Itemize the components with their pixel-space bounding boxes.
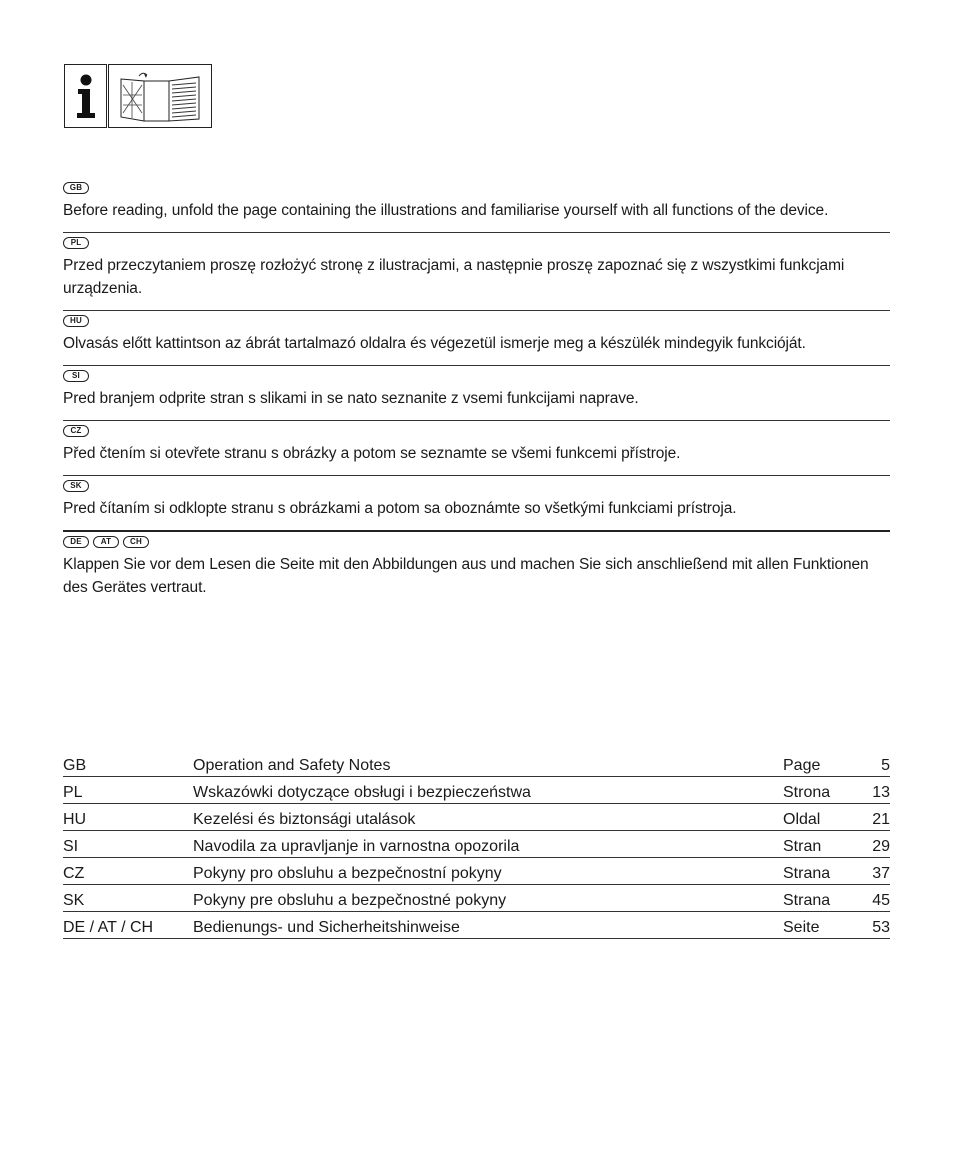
toc-row[interactable]: [63, 831, 890, 858]
toc-country-code: DE / AT / CH: [63, 912, 193, 939]
toc-page-number: 37: [863, 858, 890, 885]
toc-page-label: Strana: [783, 858, 863, 885]
toc-country-code: SI: [63, 831, 193, 858]
country-badges: [63, 180, 890, 196]
toc-page-label: Page: [783, 750, 863, 777]
note-text: Pred branjem odprite stran s slikami in se nato seznanite z vsemi funkcijami naprave.: [63, 390, 639, 407]
country-badges: [63, 235, 890, 251]
country-badge: CH: [123, 536, 149, 548]
toc-row[interactable]: [63, 912, 890, 939]
toc-row[interactable]: [63, 804, 890, 831]
note-gb: [63, 178, 890, 233]
toc-title: Navodila za upravljanje in varnostna opozorila: [193, 831, 783, 858]
toc-title: Wskazówki dotyczące obsługi i bezpieczeństwa: [193, 777, 783, 804]
toc-title: Pokyny pro obsluhu a bezpečnostní pokyny: [193, 858, 783, 885]
country-badge: SI: [63, 370, 89, 382]
toc-page-label: Stran: [783, 831, 863, 858]
note-text: Klappen Sie vor dem Lesen die Seite mit den Abbildungen aus und machen Sie sich anschließend mit allen Funktionen des Gerätes vertraut.: [63, 556, 869, 596]
toc-row[interactable]: [63, 885, 890, 912]
toc-row[interactable]: [63, 777, 890, 804]
country-badge: SK: [63, 480, 89, 492]
country-badges: [63, 534, 890, 550]
note-sk: [63, 476, 890, 532]
toc-country-code: HU: [63, 804, 193, 831]
toc-title: Pokyny pre obsluhu a bezpečnostné pokyny: [193, 885, 783, 912]
note-hu: [63, 311, 890, 366]
note-de-at-ch: [63, 532, 890, 599]
country-badges: [63, 368, 890, 384]
note-text: Pred čítaním si odklopte stranu s obrázkami a potom sa oboznámte so všetkými funkciami prístroja.: [63, 500, 737, 517]
toc-page-number: 5: [863, 750, 890, 777]
note-text: Before reading, unfold the page containing the illustrations and familiarise yourself with all functions of the device.: [63, 202, 829, 219]
toc-country-code: PL: [63, 777, 193, 804]
note-si: [63, 366, 890, 421]
country-badge: CZ: [63, 425, 89, 437]
note-text: Olvasás előtt kattintson az ábrát tartalmazó oldalra és végezetül ismerje meg a készülék mindegyik funkcióját.: [63, 335, 806, 352]
toc-title: Bedienungs- und Sicherheitshinweise: [193, 912, 783, 939]
unfold-notes: [63, 178, 890, 609]
toc-country-code: GB: [63, 750, 193, 777]
toc-title: Kezelési és biztonsági utalások: [193, 804, 783, 831]
toc-page-number: 45: [863, 885, 890, 912]
table-of-contents: [63, 750, 890, 939]
note-cz: [63, 421, 890, 476]
country-badges: [63, 313, 890, 329]
unfold-page-icon: [108, 64, 212, 128]
country-badge: PL: [63, 237, 89, 249]
country-badge: DE: [63, 536, 89, 548]
country-badge: HU: [63, 315, 89, 327]
toc-page-number: 21: [863, 804, 890, 831]
country-badge: GB: [63, 182, 89, 194]
toc-country-code: CZ: [63, 858, 193, 885]
toc-row[interactable]: [63, 750, 890, 777]
toc-page-number: 29: [863, 831, 890, 858]
toc-row[interactable]: [63, 858, 890, 885]
toc-page-label: Strana: [783, 885, 863, 912]
note-text: Przed przeczytaniem proszę rozłożyć stronę z ilustracjami, a następnie proszę zapoznać się z wszystkimi funkcjami urządzenia.: [63, 257, 845, 297]
toc-page-number: 13: [863, 777, 890, 804]
toc-country-code: SK: [63, 885, 193, 912]
info-icon: [64, 64, 107, 128]
toc-page-label: Strona: [783, 777, 863, 804]
note-text: Před čtením si otevřete stranu s obrázky a potom se seznamte se všemi funkcemi přístroje.: [63, 445, 681, 462]
country-badges: [63, 423, 890, 439]
toc-title: Operation and Safety Notes: [193, 750, 783, 777]
toc-page-number: 53: [863, 912, 890, 939]
toc-page-label: Seite: [783, 912, 863, 939]
note-pl: [63, 233, 890, 311]
country-badges: [63, 478, 890, 494]
toc-page-label: Oldal: [783, 804, 863, 831]
country-badge: AT: [93, 536, 119, 548]
